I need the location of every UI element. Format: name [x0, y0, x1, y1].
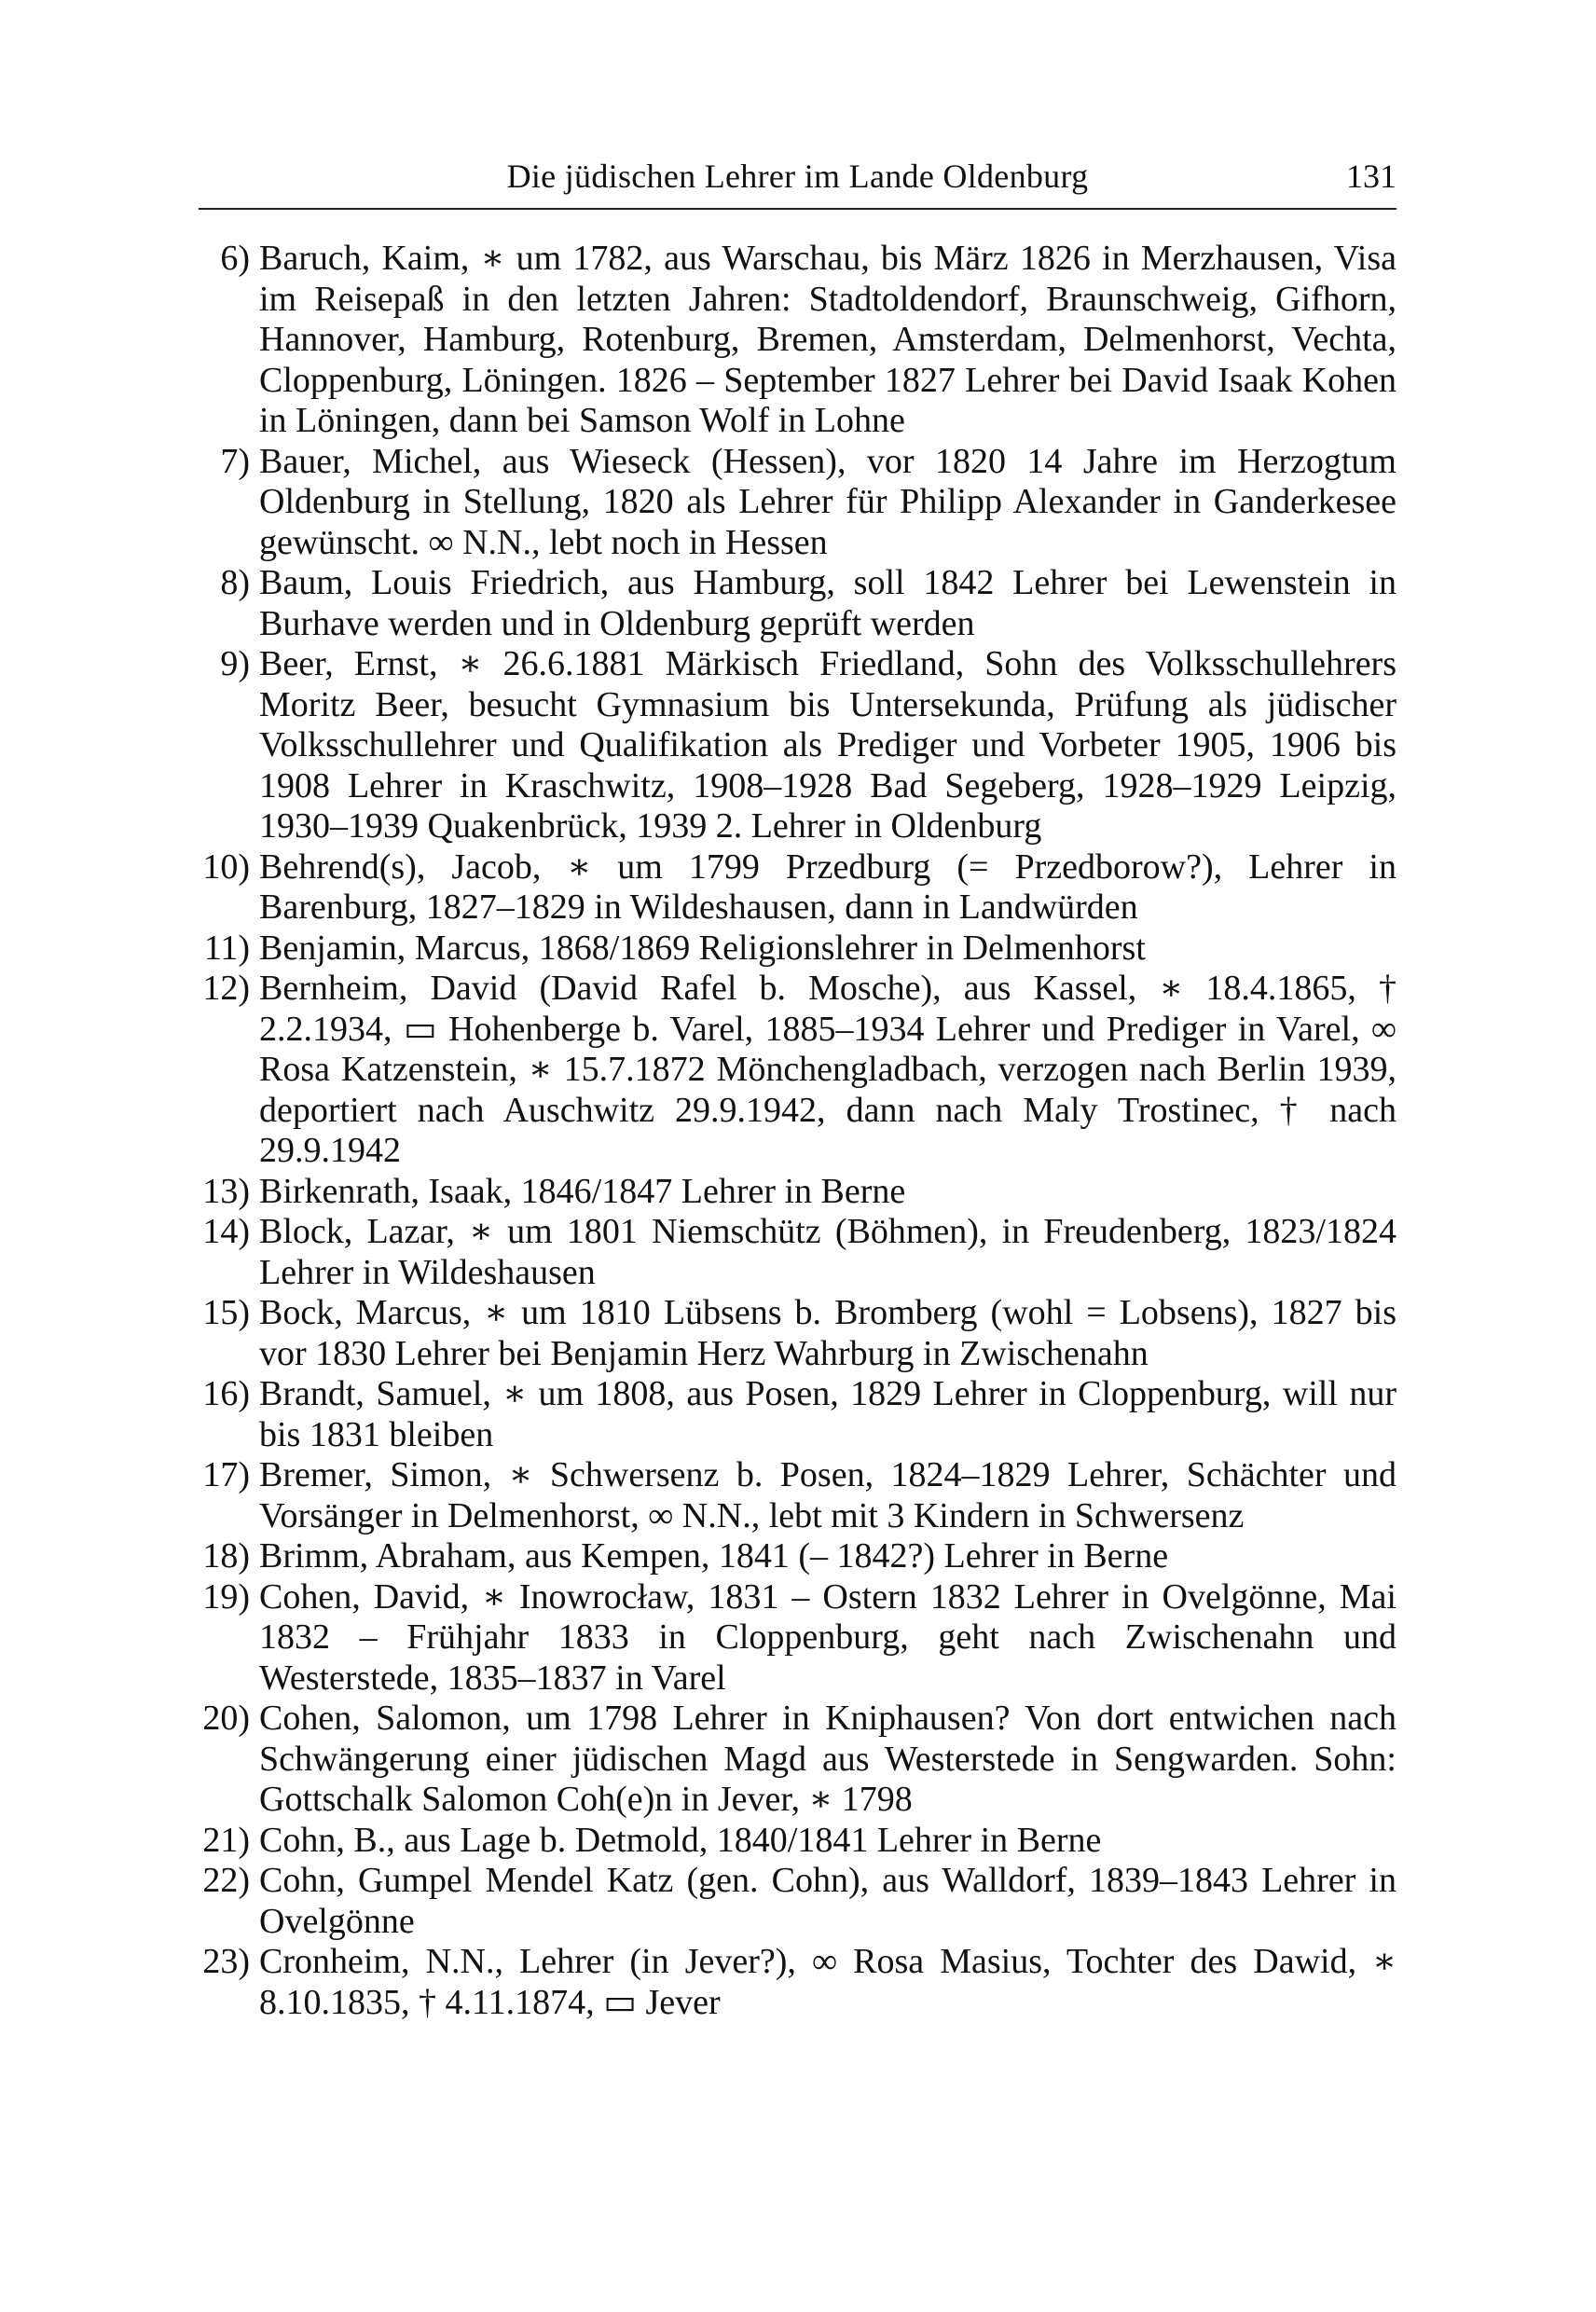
entry-text: Cohen, Salomon, um 1798 Lehrer in Kniphausen? Von dort entwichen nach Schwängerung einer jüdischen Magd aus Westerstede in Sengwarden. Sohn: Gottschalk Salomon Coh(e)n in Jever, ∗ 1798: [259, 1699, 1396, 1819]
entry-text: Bock, Marcus, ∗ um 1810 Lübsens b. Bromberg (wohl = Lobsens), 1827 bis vor 1830 Lehrer bei Benjamin Herz Wahrburg in Zwischenahn: [259, 1293, 1396, 1373]
list-item: [183, 239, 1396, 442]
entry-number: 11): [203, 928, 250, 968]
running-header: [199, 149, 1396, 196]
entry-number: 13): [202, 1171, 250, 1211]
entry-number: 19): [202, 1576, 250, 1617]
list-item: [183, 847, 1396, 929]
list-item: [183, 1172, 1396, 1213]
entry-number: 23): [202, 1942, 250, 1981]
list-item: [183, 563, 1396, 644]
entry-text: Block, Lazar, ∗ um 1801 Niemschütz (Böhmen), in Freudenberg, 1823/1824 Lehrer in Wildeshausen: [259, 1212, 1396, 1292]
entry-text: Cohn, B., aus Lage b. Detmold, 1840/1841 Lehrer in Berne: [259, 1820, 1102, 1860]
entry-number: 20): [202, 1699, 250, 1738]
entry-text: Bernheim, David (David Rafel b. Mosche), aus Kassel, ∗ 18.4.1865, † 2.2.1934, ▭ Hohenberge b. Varel, 1885–1934 Lehrer und Prediger in Varel, ∞ Rosa Katzenstein, ∗ 15.7.1872 Mönchengladbach, verzogen nach Berlin 1939, deportiert nach Auschwitz 29.9.1942, dann nach Maly Trostinec, † nach 29.9.1942: [259, 969, 1396, 1170]
list-item: [183, 1577, 1396, 1700]
entry-text: Beer, Ernst, ∗ 26.6.1881 Märkisch Friedland, Sohn des Volksschullehrers Moritz Beer, besucht Gymnasium bis Untersekunda, Prüfung als jüdischer Volksschullehrer und Qualifikation als Prediger und Vorbeter 1905, 1906 bis 1908 Lehrer in Kraschwitz, 1908–1928 Bad Segeberg, 1928–1929 Leipzig, 1930–1939 Quakenbrück, 1939 2. Lehrer in Oldenburg: [259, 644, 1396, 846]
entry-number: 9): [220, 644, 250, 683]
entry-number: 15): [202, 1293, 250, 1332]
entry-number: 12): [202, 969, 250, 1008]
page-number: 131: [1346, 158, 1396, 195]
list-item: [183, 1293, 1396, 1374]
entry-number: 6): [220, 239, 250, 278]
list-item: [183, 1861, 1396, 1942]
entry-text: Benjamin, Marcus, 1868/1869 Religionslehrer in Delmenhorst: [259, 928, 1146, 968]
list-item: [183, 1212, 1396, 1293]
entry-number: 10): [202, 846, 250, 887]
entry-text: Brandt, Samuel, ∗ um 1808, aus Posen, 1829 Lehrer in Cloppenburg, will nur bis 1831 bleiben: [259, 1374, 1396, 1454]
entry-text: Birkenrath, Isaak, 1846/1847 Lehrer in Berne: [259, 1171, 906, 1211]
list-item: [183, 1699, 1396, 1821]
entry-text: Bremer, Simon, ∗ Schwersenz b. Posen, 1824–1829 Lehrer, Schächter und Vorsänger in Delmenhorst, ∞ N.N., lebt mit 3 Kindern in Schwersenz: [259, 1455, 1396, 1535]
list-item: [183, 644, 1396, 847]
list-item: [183, 1942, 1396, 2023]
entry-text: Cohen, David, ∗ Inowrocław, 1831 – Ostern 1832 Lehrer in Ovelgönne, Mai 1832 – Frühjahr 1833 in Cloppenburg, geht nach Zwischenahn und Westerstede, 1835–1837 in Varel: [259, 1576, 1396, 1698]
entry-number: 7): [220, 441, 250, 481]
list-item: [183, 1374, 1396, 1455]
entry-text: Cohn, Gumpel Mendel Katz (gen. Cohn), aus Walldorf, 1839–1843 Lehrer in Ovelgönne: [259, 1861, 1396, 1941]
entry-text: Brimm, Abraham, aus Kempen, 1841 (– 1842?) Lehrer in Berne: [259, 1536, 1169, 1576]
entry-number: 18): [202, 1536, 250, 1576]
entry-list: [183, 239, 1396, 2023]
entry-text: Bauer, Michel, aus Wieseck (Hessen), vor 1820 14 Jahre im Herzogtum Oldenburg in Stellung, 1820 als Lehrer für Philipp Alexander in Ganderkesee gewünscht. ∞ N.N., lebt noch in Hessen: [259, 441, 1396, 562]
list-item: [183, 1536, 1396, 1577]
list-item: [183, 929, 1396, 970]
entry-number: 16): [202, 1374, 250, 1413]
entry-number: 8): [220, 563, 250, 602]
entry-number: 17): [202, 1455, 250, 1494]
entry-text: Cronheim, N.N., Lehrer (in Jever?), ∞ Rosa Masius, Tochter des Dawid, ∗ 8.10.1835, † 4.11.1874, ▭ Jever: [259, 1942, 1396, 2022]
running-title: Die jüdischen Lehrer im Lande Oldenburg: [506, 158, 1089, 195]
list-item: [183, 1821, 1396, 1862]
entry-text: Baruch, Kaim, ∗ um 1782, aus Warschau, bis März 1826 in Merzhausen, Visa im Reisepaß in den letzten Jahren: Stadtoldendorf, Braunschweig, Gifhorn, Hannover, Hamburg, Rotenburg, Bremen, Amsterdam, Delmenhorst, Vechta, Cloppenburg, Löningen. 1826 – September 1827 Lehrer bei David Isaak Kohen in Löningen, dann bei Samson Wolf in Lohne: [259, 239, 1396, 440]
entry-number: 21): [202, 1820, 250, 1860]
entry-text: Baum, Louis Friedrich, aus Hamburg, soll 1842 Lehrer bei Lewenstein in Burhave werden und in Oldenburg geprüft werden: [259, 563, 1396, 643]
entry-text: Behrend(s), Jacob, ∗ um 1799 Przedburg (= Przedborow?), Lehrer in Barenburg, 1827–1829 in Wildeshausen, dann in Landwürden: [259, 846, 1396, 927]
list-item: [183, 1455, 1396, 1536]
header-rule: [199, 208, 1396, 210]
list-item: [183, 969, 1396, 1172]
list-item: [183, 442, 1396, 564]
entry-number: 22): [202, 1861, 250, 1900]
entry-number: 14): [202, 1212, 250, 1251]
